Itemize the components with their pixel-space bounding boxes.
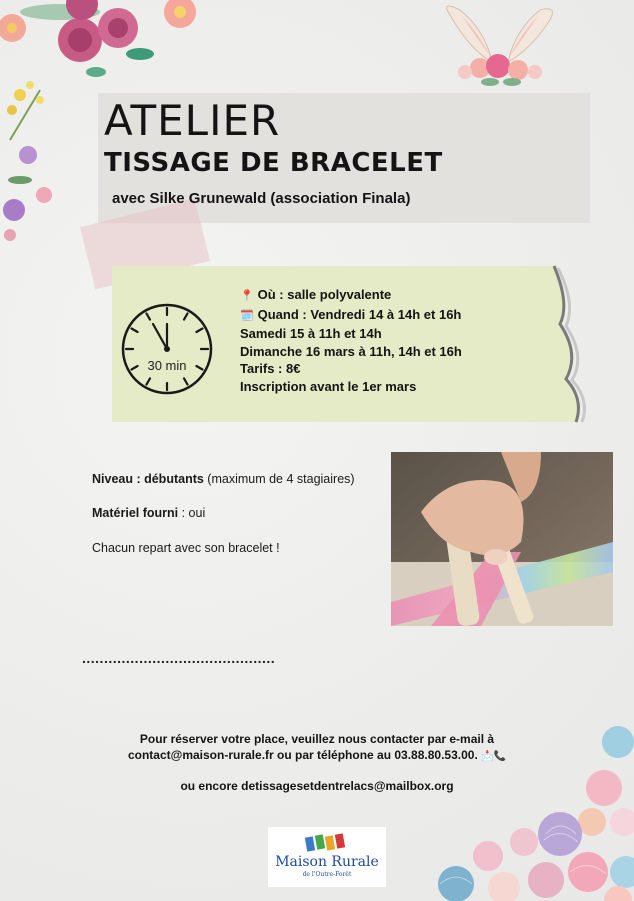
location-line: 📍 Où : salle polyvalente [240,286,462,306]
calendar-icon: 🗓️ [240,309,254,322]
clock-icon [120,302,214,396]
signature-dotted-line: ............................................ [82,650,276,666]
page-subtitle: TISSAGE DE BRACELET [104,148,443,178]
maison-rurale-logo [268,827,386,887]
duration-label: 30 min [147,358,187,373]
logo-name: Maison Rurale [275,854,379,870]
logo-subtitle: de l'Outre-Forêt [302,871,352,878]
pin-icon: 📍 [240,290,254,302]
registration-line: Inscription avant le 1er mars [240,378,417,394]
weaving-photo [391,452,613,626]
presenter-line: avec Silke Grunewald (association Finala) [112,190,411,207]
yarn-balls-decoration [428,722,634,901]
torn-paper-decoration [540,264,592,424]
saturday-line: Samedi 15 à 11h et 14h [240,326,382,342]
takeaway-line: Chacun repart avec son bracelet ! [92,541,280,555]
mail-phone-icon: 📩📞 [481,751,507,762]
sunday-line: Dimanche 16 mars à 11h, 14h et 16h [240,343,462,359]
contact-line-1: Pour réserver votre place, veuillez nous contacter par e-mail à [139,732,495,746]
contact-line-3: ou encore detissagesetdentrelacs@mailbox.org [180,779,454,793]
when-line: 🗓️ Quand : Vendredi 14 à 14h et 16h [240,306,462,326]
bunny-ears-decoration [440,0,560,95]
logo-figures-icon [304,833,352,853]
page-title: ATELIER [104,96,281,145]
material-line: Matériel fourni : oui [92,506,206,520]
event-details [240,286,462,396]
level-line: Niveau : débutants (maximum de 4 stagiaires) [92,472,355,486]
contact-line-2: contact@maison-rurale.fr ou par téléphone au 03.88.80.53.00. 📩📞 [127,748,507,762]
price-line: Tarifs : 8€ [240,361,301,377]
